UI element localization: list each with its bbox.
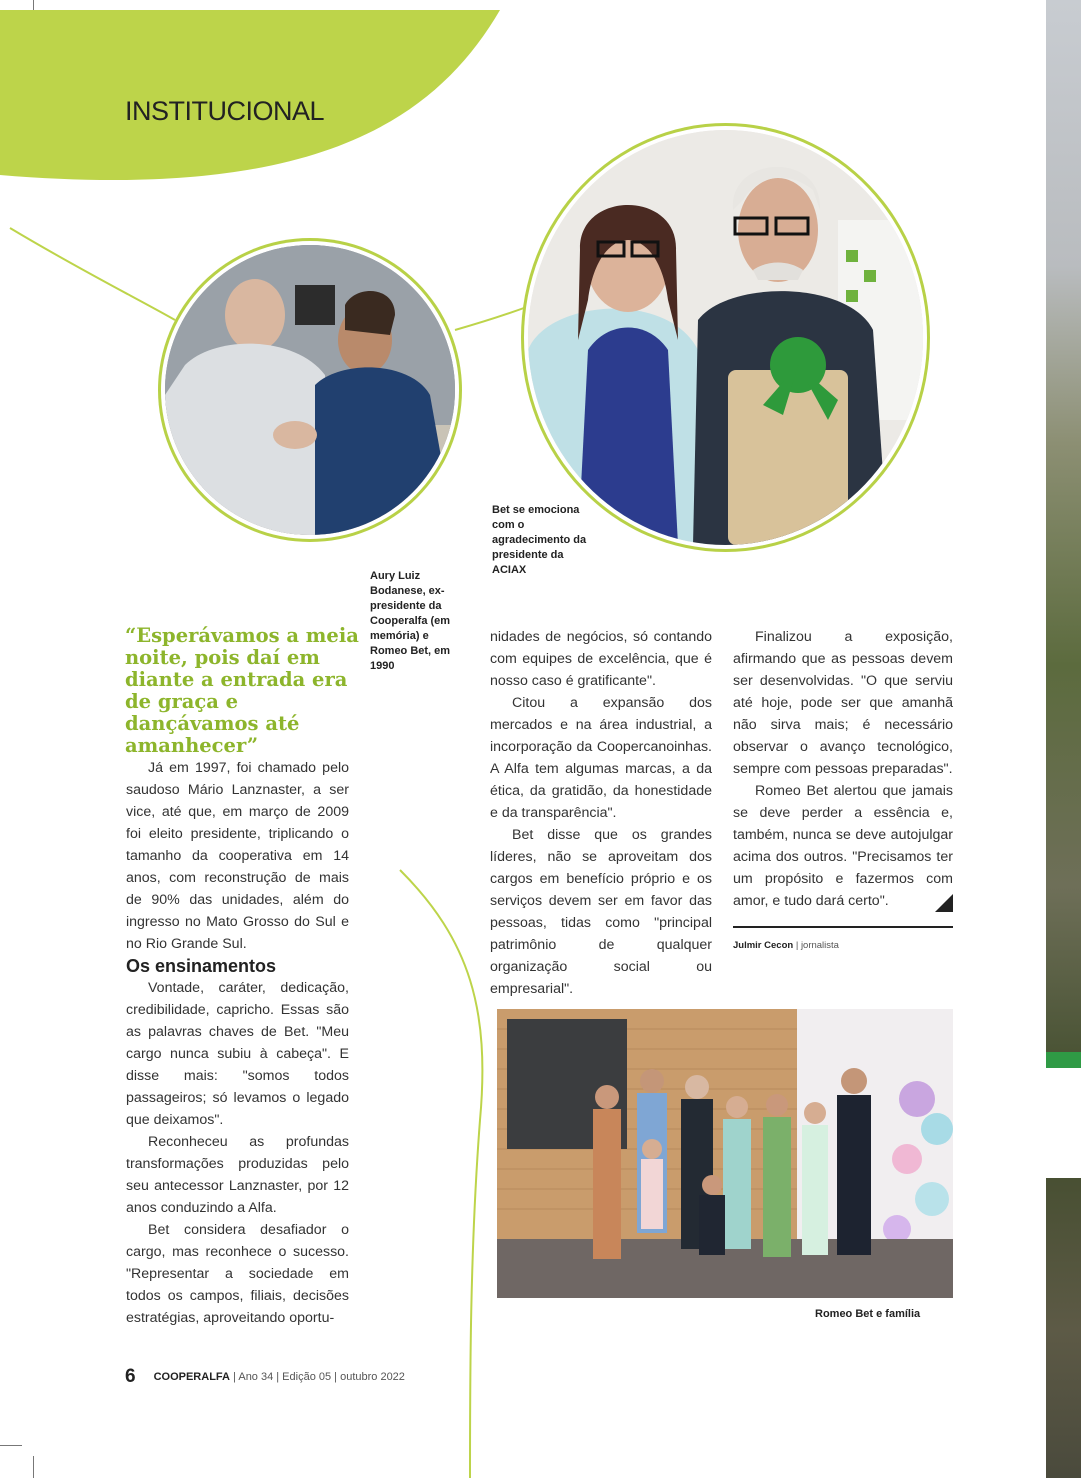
section-label: INSTITUCIONAL [125, 96, 325, 126]
adjacent-page-gap [1046, 1068, 1081, 1178]
paragraph: Reconheceu as profundas transformações produzidas pelo seu antecessor Lanznaster, por 12 anos conduzindo a Alfa. [126, 1134, 349, 1216]
pull-quote: “Esperávamos a meia noite, pois daí em diante a entrada era de graça e dançávamos até amanhecer” [125, 624, 359, 757]
byline: Julmir Cecon | jornalista [733, 940, 839, 951]
section-subhead: Os ensinamentos [126, 956, 277, 976]
page-footer [125, 1366, 405, 1388]
paragraph: Romeo Bet alertou que jamais se deve perder a essência e, também, nunca se deve autojulgar acima dos outros. "Precisamos ter um propósito e fazermos com amor, e tudo dará certo". [733, 783, 953, 909]
photo-caption-left: Aury Luiz Bodanese, ex-presidente da Cooperalfa (em memória) e Romeo Bet, em 1990 [370, 570, 451, 672]
family-photo [497, 1009, 953, 1298]
paragraph: Finalizou a exposição, afirmando que as pessoas devem ser desenvolvidas. "O que serviu até hoje, pode ser que amanhã não sirva mais; é necessário observar o avanço tecnológico, sempre com pessoas preparadas". [733, 629, 953, 777]
award-illustration [528, 130, 923, 545]
family-illustration [497, 1009, 953, 1298]
historic-photo [165, 245, 455, 535]
text-column-3 [733, 626, 953, 912]
page-number: 6 [125, 1366, 136, 1387]
paragraph: nidades de negócios, só contando com equipes de excelência, que é nosso caso é gratificante". [490, 629, 712, 689]
aciax-photo [528, 130, 923, 545]
paragraph: Já em 1997, foi chamado pelo saudoso Mário Lanznaster, a ser vice, até que, em março de 2009 foi eleito presidente, triplicando o tamanho da cooperativa em 14 anos, com reconstrução de mais de 90% das unidades, além do ingresso no Mato Grosso do Sul e no Rio Grande Sul. [126, 760, 349, 952]
end-mark-icon [935, 894, 953, 912]
handshake-illustration [165, 245, 455, 535]
issue-info: | Ano 34 | Edição 05 | outubro 2022 [233, 1371, 405, 1383]
paragraph: Vontade, caráter, dedicação, credibilidade, capricho. Essas são as palavras chaves de Bet. "Meu cargo nunca subiu à cabeça". E disse mais: "somos todos passageiros; só levamos o legado que deixamos". [126, 980, 349, 1128]
text-column-2 [490, 626, 712, 1000]
paragraph: Bet considera desafiador o cargo, mas reconhece o sucesso. "Representar a sociedade em todos os campos, filiais, decisões estratégias, aproveitando oportu- [126, 1222, 349, 1326]
paragraph: Citou a expansão dos mercados e na área industrial, a incorporação da Coopercanoinhas. A Alfa tem algumas marcas, a da ética, da gratidão, da honestidade e da transparência". [490, 695, 712, 821]
photo-caption-right: Bet se emociona com o agradecimento da presidente da ACIAX [492, 504, 587, 576]
text-column-1 [126, 757, 349, 1329]
adjacent-page-edge [1046, 0, 1081, 1478]
divider [733, 926, 953, 928]
author-role: jornalista [800, 940, 839, 951]
author-name: Julmir Cecon [733, 940, 794, 951]
magazine-name: COOPERALFA [153, 1371, 230, 1383]
adjacent-page-band [1046, 1052, 1081, 1068]
paragraph: Bet disse que os grandes líderes, não se aproveitam dos cargos em benefício próprio e os serviços devem ser em favor das pessoas, tidas como "principal patrimônio de qualquer organização social ou empresarial". [490, 827, 712, 997]
photo-caption-family: Romeo Bet e família [815, 1308, 921, 1320]
